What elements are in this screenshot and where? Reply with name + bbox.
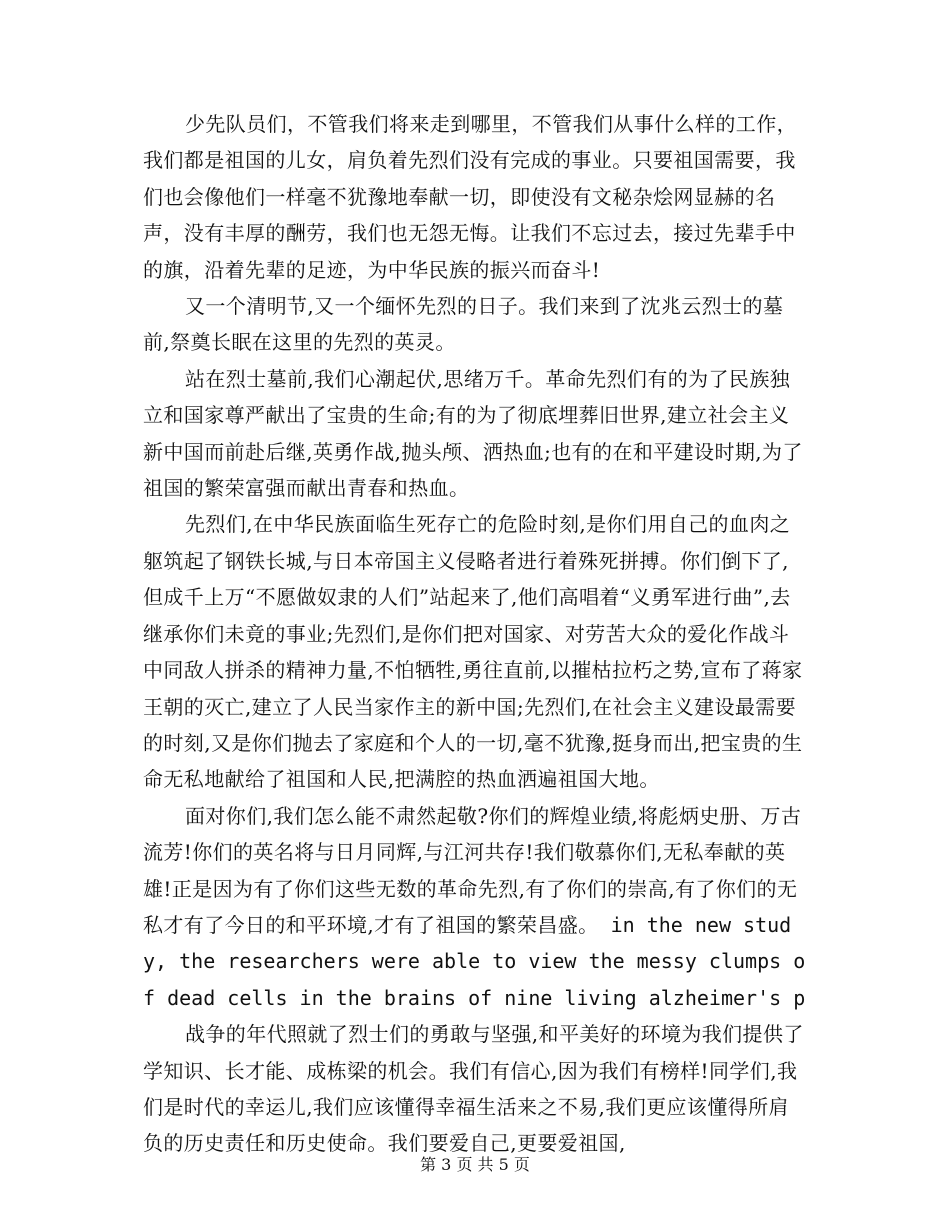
paragraph-young-pioneers: 少先队员们，不管我们将来走到哪里，不管我们从事什么样的工作，我们都是祖国的儿女，肩负着先烈们没有完成的事业。只要祖国需要，我们也会像他们一样毫不犹豫地奉献一切，即使没有文秘杂烩网显赫的名声，没有丰厚的酬劳，我们也无怨无悔。让我们不忘过去，接过先辈手中的旗，沿着先辈的足迹，为中华民族的振兴而奋斗! [143,112,797,282]
paragraph-respect [143,798,809,1016]
english-fragment: in the new study, the researchers were able to view the messy clumps of dead cells in the brains of nine living alzheimer's p [143,912,806,1010]
paragraph-tomb: 站在烈士墓前,我们心潮起伏,思绪万千。革命先烈们有的为了民族独立和国家尊严献出了宝贵的生命;有的为了彻底埋葬旧世界,建立社会主义新中国而前赴后继,英勇作战,抛头颅、洒热血;也有的在和平建设时期,为了祖国的繁荣富强而献出青春和热血。 [143,366,803,501]
page-number-footer: 第 3 页 共 5 页 [420,1155,530,1174]
document-body [143,106,809,1162]
paragraph-war-era: 战争的年代照就了烈士们的勇敢与坚强,和平美好的环境为我们提供了学知识、长才能、成栋梁的机会。我们有信心,因为我们有榜样!同学们,我们是时代的幸运儿,我们应该懂得幸福生活来之不易,我们更应该懂得所肩负的历史责任和历史使命。我们要爱自己,更要爱祖国, [143,1022,804,1156]
paragraph-respect-text: 面对你们,我们怎么能不肃然起敬?你们的辉煌业绩,将彪炳史册、万古流芳!你们的英名将与日月同辉,与江河共存!我们敬慕你们,无私奉献的英雄!正是因为有了你们这些无数的革命先烈,有了你们的崇高,有了你们的无私才有了今日的和平环境,才有了祖国的繁荣昌盛。 [143,803,802,937]
paragraph-martyrs: 先烈们,在中华民族面临生死存亡的危险时刻,是你们用自己的血肉之躯筑起了钢铁长城,与日本帝国主义侵略者进行着殊死拼搏。你们倒下了,但成千上万“不愿做奴隶的人们”站起来了,他们高唱着“义勇军进行曲”,去继承你们未竟的事业;先烈们,是你们把对国家、对劳苦大众的爱化作战斗中同敌人拼杀的精神力量,不怕牺牲,勇往直前,以摧枯拉朽之势,宣布了蒋家王朝的灭亡,建立了人民当家作主的新中国;先烈们,在社会主义建设最需要的时刻,又是你们抛去了家庭和个人的一切,毫不犹豫,挺身而出,把宝贵的生命无私地献给了祖国和人民,把满腔的热血洒遍祖国大地。 [143,512,803,792]
paragraph-qingming: 又一个清明节,又一个缅怀先烈的日子。我们来到了沈兆云烈士的墓前,祭奠长眠在这里的先烈的英灵。 [143,294,784,355]
